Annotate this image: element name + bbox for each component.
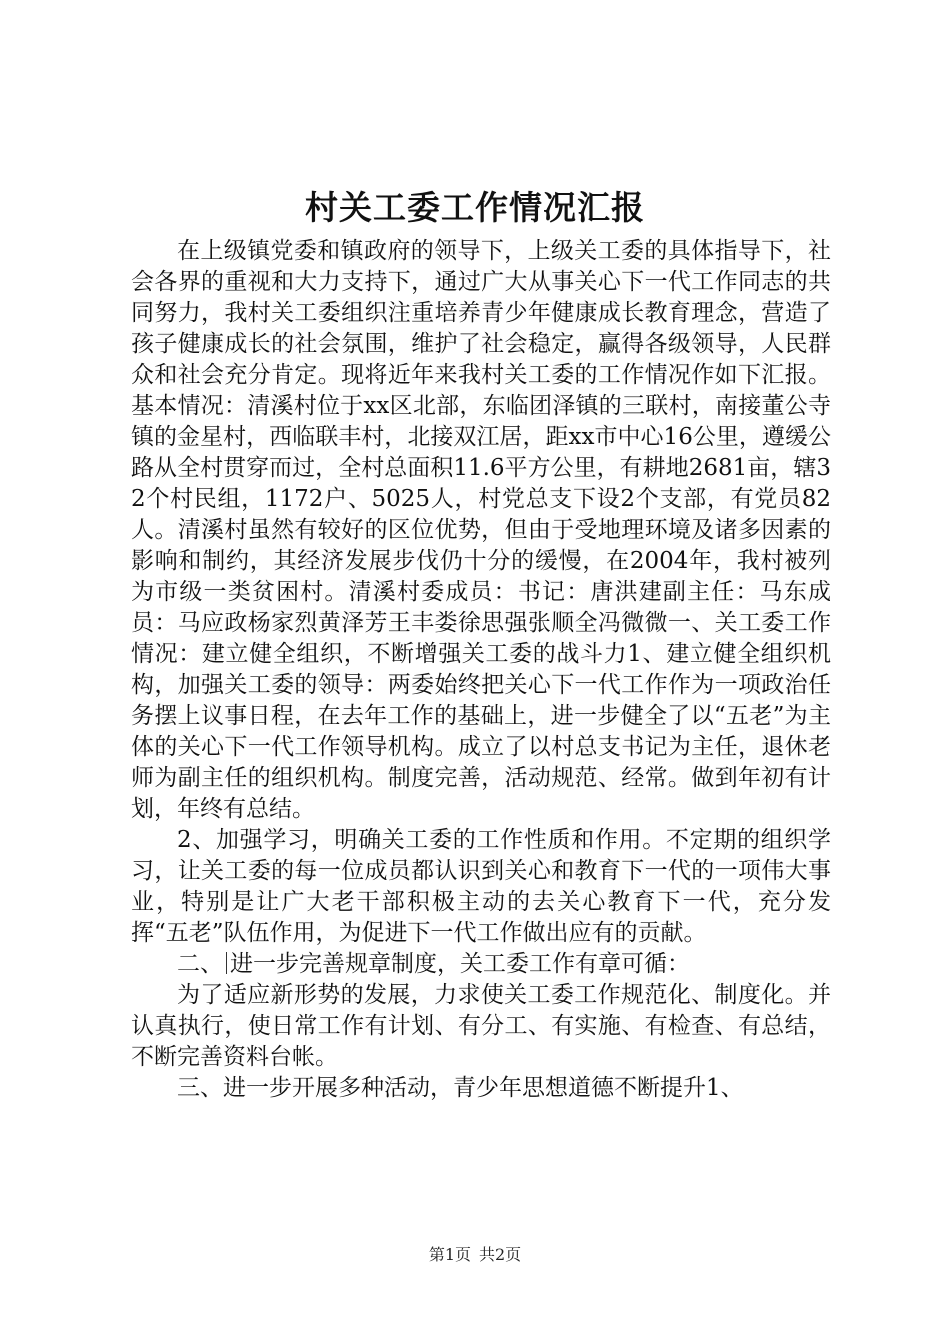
paragraph-section-2-heading (131, 949, 831, 980)
document-body (131, 236, 831, 1104)
paragraph-study: 2、加强学习，明确关工委的工作性质和作用。不定期的组织学习，让关工委的每一位成员都认识到关心和教育下一代的一项伟大事业，特别是让广大老干部积极主动的去关心教育下一代，充分发挥“五老”队伍作用，为促进下一代工作做出应有的贡献。 (131, 827, 831, 946)
section-2-prefix: 二、 (177, 951, 223, 977)
text-cursor (226, 952, 227, 974)
page-footer (0, 1244, 950, 1266)
document-title: 村关工委工作情况汇报 (305, 188, 645, 227)
paragraph-regulations: 为了适应新形势的发展，力求使关工委工作规范化、制度化。并认真执行，使日常工作有计划、有分工、有实施、有检查、有总结，不断完善资料台帐。 (131, 982, 831, 1070)
page-number-total: 共2页 (479, 1245, 522, 1264)
page-number-current: 第1页 (428, 1245, 471, 1264)
paragraph-section-3-heading: 三、进一步开展多种活动，青少年思想道德不断提升1、 (177, 1075, 744, 1101)
section-2-heading-text: 进一步完善规章制度，关工委工作有章可循： (230, 951, 690, 977)
paragraph-intro: 在上级镇党委和镇政府的领导下，上级关工委的具体指导下，社会各界的重视和大力支持下，通过广大从事关心下一代工作同志的共同努力，我村关工委组织注重培养青少年健康成长教育理念，营造了孩子健康成长的社会氛围，维护了社会稳定，赢得各级领导，人民群众和社会充分肯定。现将近年来我村关工委的工作情况作如下汇报。基本情况：清溪村位于xx区北部，东临团泽镇的三联村，南接董公寺镇的金星村，西临联丰村，北接双江居，距xx市中心16公里，遵缓公路从全村贯穿而过，全村总面积11.6平方公里，有耕地2681亩，辖32个村民组，1172户、5025人，村党总支下设2个支部，有党员82人。清溪村虽然有较好的区位优势，但由于受地理环境及诸多因素的影响和制约，其经济发展步伐仍十分的缓慢，在2004年，我村被列为市级一类贫困村。清溪村委成员：书记：唐洪建副主任：马东成员：马应政杨家烈黄泽芳王丰娄徐思强张顺全冯微微一、关工委工作情况：建立健全组织，不断增强关工委的战斗力1、建立健全组织机构，加强关工委的领导：两委始终把关心下一代工作作为一项政治任务摆上议事日程，在去年工作的基础上，进一步健全了以“五老”为主体的关心下一代工作领导机构。成立了以村总支书记为主任，退休老师为副主任的组织机构。制度完善，活动规范、经常。做到年初有计划，年终有总结。 (131, 238, 831, 822)
